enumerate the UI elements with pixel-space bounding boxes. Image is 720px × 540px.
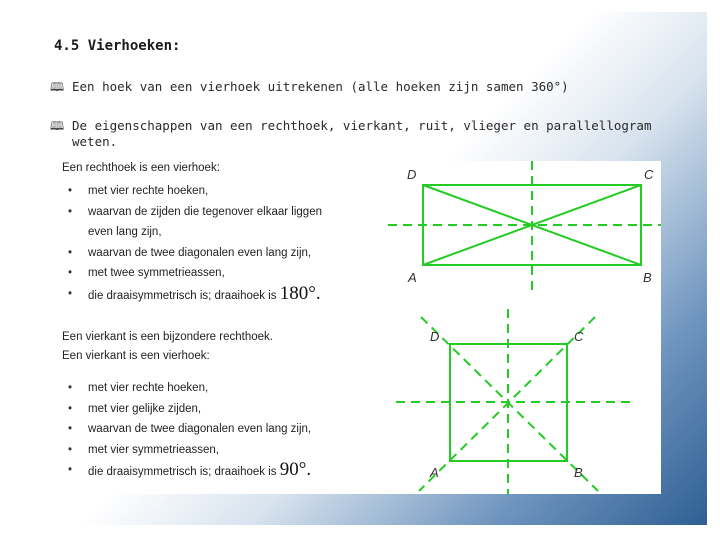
square-heading-1: Een vierkant is een bijzondere rechthoek. [62, 331, 273, 343]
rectangle-properties-list [64, 181, 322, 304]
bullet-text-line1: De eigenschappen van een rechthoek, vierkant, ruit, vlieger en parallellogram [72, 118, 652, 133]
bullet-text: Een hoek van een vierhoek uitrekenen (alle hoeken zijn samen 360°) [72, 79, 569, 94]
list-item: • met vier rechte hoeken, [64, 181, 322, 202]
vertex-label-b: B [643, 270, 652, 285]
list-item: • met vier symmetrieassen, [64, 440, 311, 461]
list-item: even lang zijn, [88, 226, 162, 238]
list-item: • waarvan de zijden die tegenover elkaar liggen [64, 202, 322, 223]
list-item [64, 284, 322, 305]
rectangle-figure [388, 161, 661, 296]
list-item-text: die draaisymmetrisch is; draaihoek is [88, 289, 277, 302]
vertex-label-a: A [430, 465, 439, 480]
vertex-label-d: D [430, 329, 440, 344]
vertex-label-b: B [574, 465, 583, 480]
rotation-angle: 90°. [279, 459, 312, 480]
square-properties-list [64, 378, 311, 481]
list-item-text: die draaisymmetrisch is; draaihoek is [88, 466, 277, 478]
list-item [64, 460, 311, 481]
book-icon: 🕮 [50, 119, 65, 133]
content-image-panel [58, 161, 661, 494]
list-item: • met vier rechte hoeken, [64, 378, 311, 399]
vertex-label-a: A [408, 270, 417, 285]
list-item: • waarvan de twee diagonalen even lang zijn, [64, 243, 322, 264]
rotation-angle: 180°. [279, 282, 321, 304]
vertex-label-d: D [407, 167, 417, 182]
bullet-text-line2: weten. [72, 134, 118, 149]
square-heading-2: Een vierkant is een vierhoek: [62, 350, 210, 362]
vertex-label-c: C [574, 329, 584, 344]
list-item: • met vier gelijke zijden, [64, 399, 311, 420]
bullet-properties [50, 118, 670, 150]
list-item: • met twee symmetrieassen, [64, 263, 322, 284]
square-figure [391, 309, 641, 494]
slide-title: 4.5 Vierhoeken: [54, 38, 181, 54]
vertex-label-c: C [644, 167, 654, 182]
rectangle-heading: Een rechthoek is een vierhoek: [62, 162, 220, 174]
list-item: • waarvan de twee diagonalen even lang zijn, [64, 419, 311, 440]
bullet-angle-calculation [50, 79, 670, 95]
book-icon: 🕮 [50, 80, 65, 94]
